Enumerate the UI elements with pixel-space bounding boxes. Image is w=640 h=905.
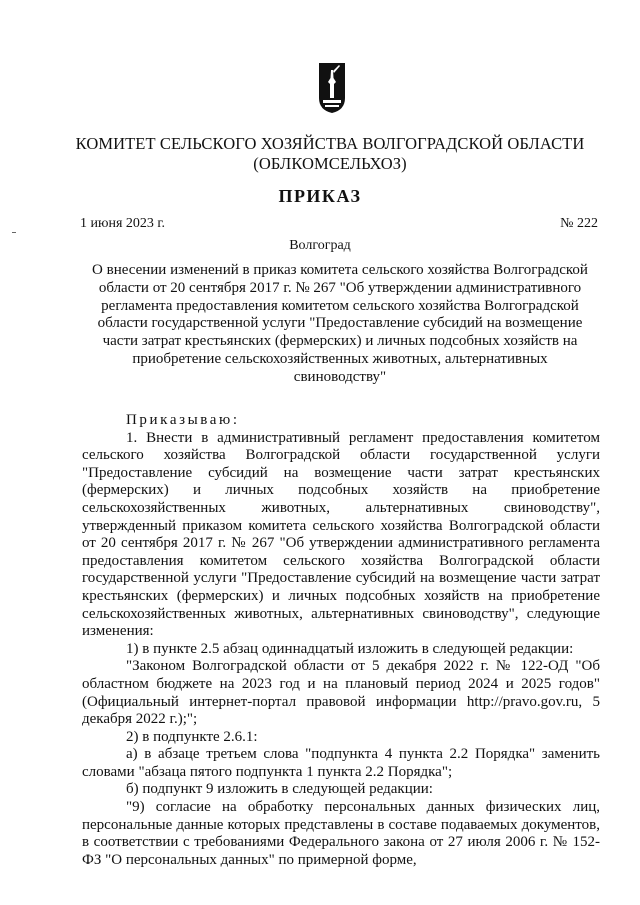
document-city: Волгоград [289,238,351,253]
organization-header [60,134,600,174]
scan-mark [12,232,16,233]
body-paragraph: 2) в подпункте 2.6.1: [126,728,258,745]
body-paragraph: "9) согласие на обработку персональных данных физических лиц, персональные данные которых представлены в составе подаваемых документов, в соответствии с требованиями Федерального закона от 27 июля 2006 г. № 152-ФЗ "О персональных данных" по примерной форме, [82,799,600,868]
coat-of-arms-icon [318,62,346,114]
document-subject: О внесении изменений в приказ комитета сельского хозяйства Волгоградской области от 20 сентября 2017 г. № 267 "Об утверждении административного регламента предоставления комитетом сельского хозяйства Волгоградской области государственной услуги "Предоставление субсидий на возмещение части затрат крестьянских (фермерских) и личных подсобных хозяйств на приобретение сельскохозяйственных животных, альтернативных свиноводству" [92,262,588,385]
body-paragraph: Приказываю: [126,412,240,428]
document-date: 1 июня 2023 г. [80,216,166,231]
organization-name: КОМИТЕТ СЕЛЬСКОГО ХОЗЯЙСТВА ВОЛГОГРАДСКОЙ ОБЛАСТИ [75,134,585,153]
document-number: № 222 [560,216,598,231]
body-paragraph: 1) в пункте 2.5 абзац одиннадцатый изложить в следующей редакции: [126,640,574,657]
organization-short-name: (ОБЛКОМСЕЛЬХОЗ) [253,154,407,173]
body-paragraph: б) подпункт 9 изложить в следующей редакции: [126,781,433,798]
body-paragraph: 1. Внести в административный регламент предоставления комитетом сельского хозяйства Волгоградской области государственной услуги "Предоставление субсидий на возмещение части затрат крестьянских (фермерских) и личных подсобных хозяйств на приобретение сельскохозяйственных животных, альтернативных свиноводству", утвержденный приказом комитета сельского хозяйства Волгоградской области от 20 сентября 2017 г. № 267 "Об утверждении административного регламента предоставления комитетом сельского хозяйства Волгоградской области государственной услуги "Предоставление субсидий на возмещение части затрат крестьянских (фермерских) и личных подсобных хозяйств на приобретение сельскохозяйственных животных, альтернативных свиноводству", следующие изменения: [82,429,600,640]
document-body [82,412,600,869]
document-type: ПРИКАЗ [278,186,362,206]
body-paragraph: а) в абзаце третьем слова "подпункта 4 пункта 2.2 Порядка" заменить словами "абзаца пятого подпункта 1 пункта 2.2 Порядка"; [82,746,600,780]
body-paragraph: "Законом Волгоградской области от 5 декабря 2022 г. № 122-ОД "Об областном бюджете на 2023 год и на плановый период 2024 и 2025 годов" (Официальный интернет-портал правовой информации http://pravo.gov.ru, 5 декабря 2022 г.);"; [82,658,600,728]
